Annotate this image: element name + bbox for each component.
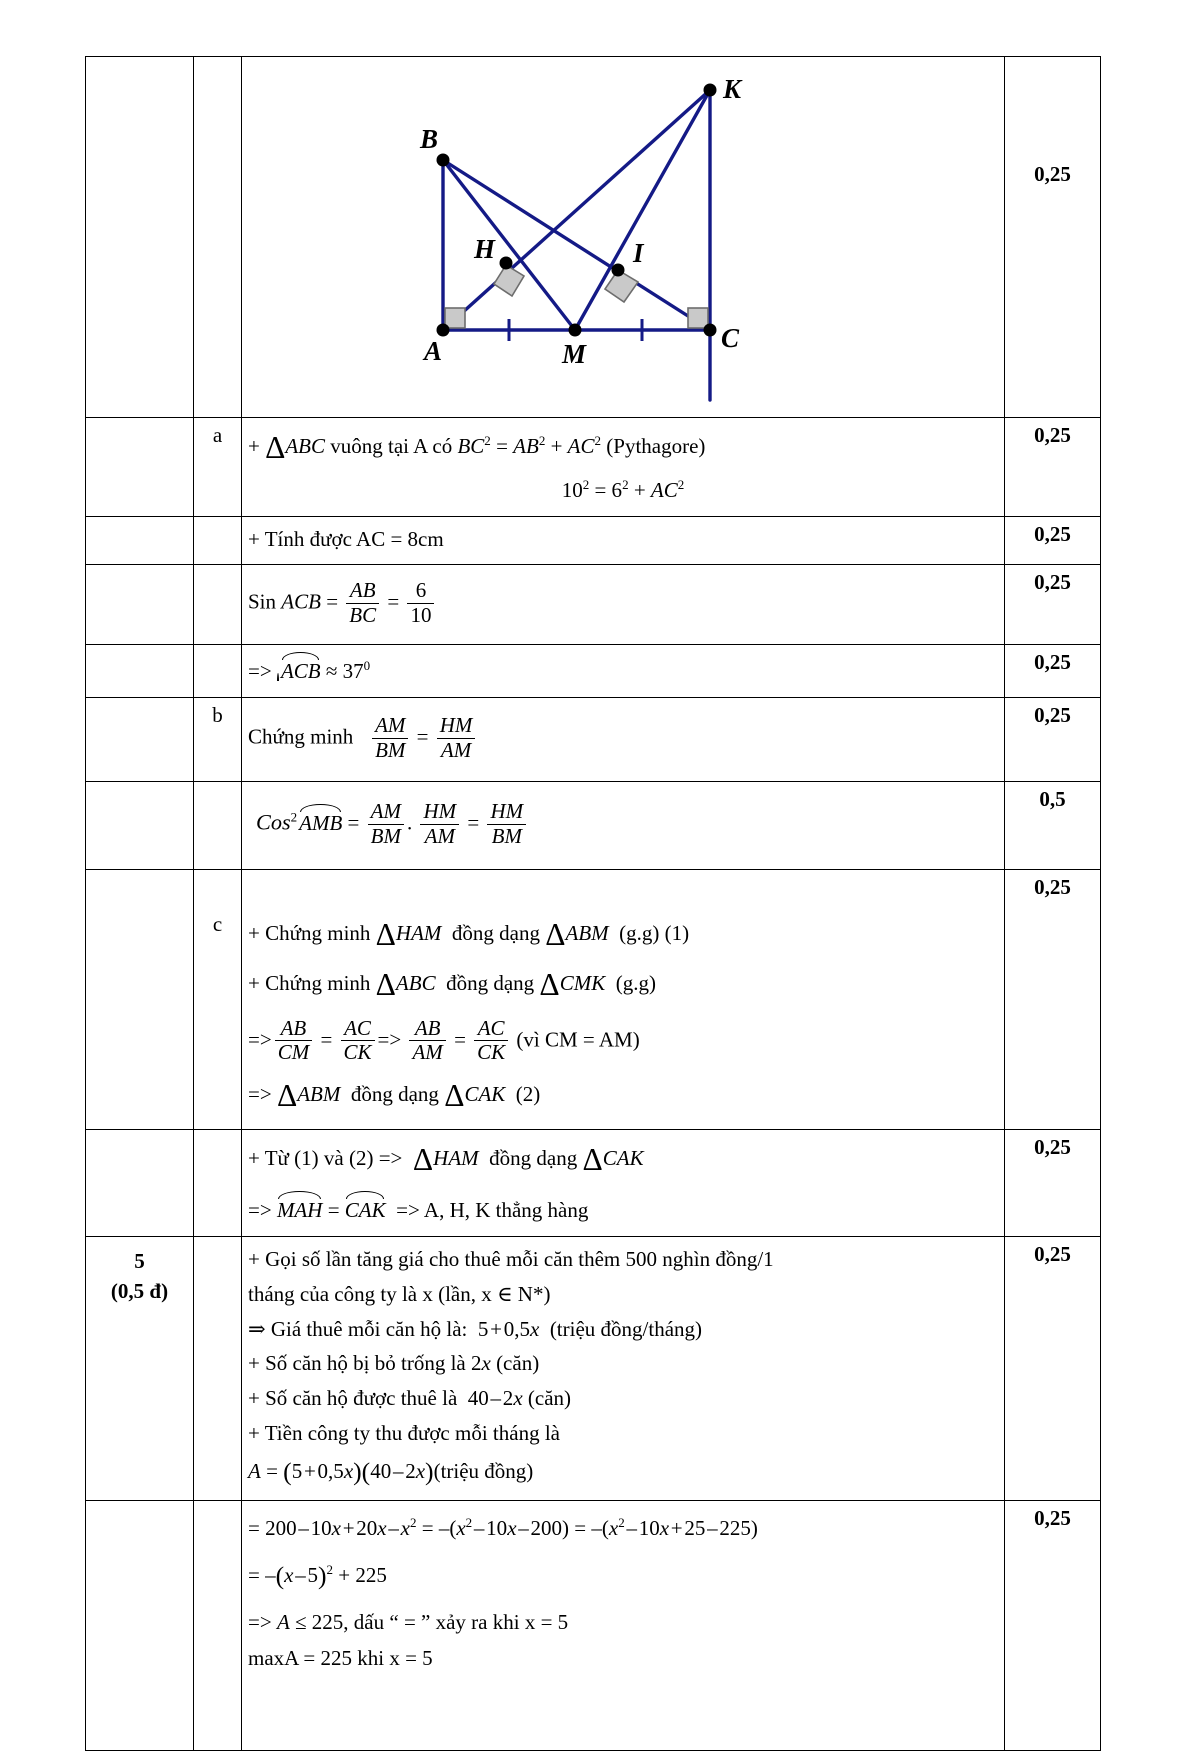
score-value: 0,25 bbox=[1034, 703, 1071, 728]
cell-figure bbox=[242, 57, 1005, 418]
cell-score bbox=[1005, 645, 1101, 698]
table-row bbox=[86, 645, 1101, 698]
cell-score bbox=[1005, 870, 1101, 1130]
table-row bbox=[86, 870, 1101, 1130]
solution-line: => $\frac{AB}{CM}$ = $\frac{AC}{CK}$ => $\frac{AB}{AM}$ = $\frac{AC}{CK}$ (vì CM = AM) bbox=[248, 1015, 640, 1065]
cell-problem-number bbox=[86, 57, 194, 418]
cell-score bbox=[1005, 418, 1101, 517]
solution-line: + ΔABC vuông tại A có $BC^2 = AB^2 + AC^2$ (Pythagore) bbox=[248, 430, 706, 465]
cell-solution-cos bbox=[242, 782, 1005, 870]
cell-solution-ac bbox=[242, 516, 1005, 565]
solution-line: + Từ (1) và (2) => ΔHAM đồng dạng ΔCAK bbox=[248, 1142, 644, 1178]
cell-solution-5b bbox=[242, 1501, 1005, 1751]
point-C bbox=[704, 324, 717, 337]
fraction-hm-am: $\frac{HM}{AM}$ bbox=[437, 714, 476, 762]
point-H bbox=[500, 257, 513, 270]
cell-solution-sin bbox=[242, 565, 1005, 645]
solution-line: + Số căn hộ bị bỏ trống là 2x (căn) bbox=[248, 1351, 540, 1376]
pythagore-note: (Pythagore) bbox=[606, 433, 706, 458]
solution-line: maxA = 225 khi x = 5 bbox=[248, 1646, 433, 1671]
cell-solution-c2 bbox=[242, 1130, 1005, 1237]
solution-line: + Gọi số lần tăng giá cho thuê mỗi căn thêm 500 nghìn đồng/1 bbox=[248, 1246, 774, 1271]
score-value: 0,25 bbox=[1034, 650, 1071, 675]
fraction-ac-ck: $\frac{AC}{CK}$ bbox=[341, 1017, 375, 1065]
score-value: 0,25 bbox=[1034, 570, 1071, 595]
cell-solution-5 bbox=[242, 1236, 1005, 1500]
cell-problem-number bbox=[86, 418, 194, 517]
solution-line: = 200 – 10x + 20x – $x^2 = -(x^2$ – 10x – $200) = -(x^2$ – 10x + 25 – 225) bbox=[248, 1515, 758, 1541]
solution-line: A = (5 + 0,5x)(40 – 2x)(triệu đồng) bbox=[248, 1456, 534, 1486]
cell-problem-number bbox=[86, 1130, 194, 1237]
triangle-cak: CAK bbox=[602, 1146, 644, 1171]
cell-part-label bbox=[194, 1236, 242, 1500]
score-value: 0,25 bbox=[1034, 162, 1071, 186]
cell-problem-number bbox=[86, 1236, 194, 1500]
fraction-hm-bm: $\frac{HM}{BM}$ bbox=[487, 800, 526, 848]
sin-label: Sin bbox=[248, 589, 277, 614]
cell-solution-acb bbox=[242, 645, 1005, 698]
cos-label: Cos bbox=[256, 809, 291, 835]
score-value: 0,25 bbox=[1034, 875, 1071, 900]
fraction-ac-ck2: $\frac{AC}{CK}$ bbox=[474, 1017, 508, 1065]
triangle-ham: HAM bbox=[395, 921, 442, 946]
cell-solution-a bbox=[242, 418, 1005, 517]
score-value: 0,25 bbox=[1034, 1506, 1071, 1531]
table-row bbox=[86, 57, 1101, 418]
text-fragment: vuông tại A có bbox=[325, 433, 458, 458]
solution-line: => MAH = CAK => A, H, K thẳng hàng bbox=[248, 1192, 998, 1226]
triangle-abc: ABC bbox=[285, 433, 326, 458]
triangle-abc: ABC bbox=[395, 970, 436, 995]
triangle-cmk: CMK bbox=[559, 970, 606, 995]
text-fragment: + Chứng minh bbox=[248, 921, 371, 946]
text-fragment: (g.g) bbox=[615, 970, 656, 995]
table-row bbox=[86, 565, 1101, 645]
cell-problem-number bbox=[86, 1501, 194, 1751]
fraction-6-10: $\frac{6}{10}$ bbox=[407, 579, 434, 627]
text-fragment: đồng dạng bbox=[451, 921, 540, 946]
cell-score bbox=[1005, 1501, 1101, 1751]
table-row bbox=[86, 516, 1101, 565]
point-K bbox=[704, 84, 717, 97]
right-angle-mark-H bbox=[494, 265, 524, 296]
score-value: 0,25 bbox=[1034, 423, 1071, 447]
cell-problem-number bbox=[86, 645, 194, 698]
fraction-am-bm: $\frac{AM}{BM}$ bbox=[372, 714, 408, 762]
figure-label-M: M bbox=[562, 339, 587, 369]
text-fragment: (triệu đồng) bbox=[433, 1458, 534, 1483]
cell-score bbox=[1005, 1130, 1101, 1237]
fraction-am-bm: $\frac{AM}{BM}$ bbox=[368, 800, 404, 848]
cell-solution-c bbox=[242, 870, 1005, 1130]
text-fragment: ⇒ Giá thuê mỗi căn hộ là: bbox=[248, 1316, 468, 1341]
solution-line: + Chứng minh ΔABC đồng dạng ΔCMK (g.g) bbox=[248, 966, 656, 1002]
table-row bbox=[86, 782, 1101, 870]
text-fragment: => A, H, K thẳng hàng bbox=[396, 1198, 589, 1223]
answer-key-table bbox=[85, 56, 1101, 1751]
figure-label-A: A bbox=[424, 336, 443, 366]
cell-problem-number bbox=[86, 782, 194, 870]
text-fragment: đồng dạng bbox=[446, 970, 535, 995]
solution-line: + Số căn hộ được thuê là 40 – 2x (căn) bbox=[248, 1386, 572, 1411]
score-value: 0,5 bbox=[1039, 787, 1066, 812]
triangle-ham: HAM bbox=[433, 1146, 479, 1171]
solution-line: $10^2 = 6^2 + AC^2$ bbox=[561, 476, 685, 502]
point-A bbox=[437, 324, 450, 337]
cell-score bbox=[1005, 565, 1101, 645]
table-row bbox=[86, 1501, 1101, 1751]
fraction-ab-bc: $\frac{AB}{BC}$ bbox=[346, 579, 379, 627]
solution-line: Chứng minh $\frac{AM}{BM}$ = $\frac{HM}{AM}$ bbox=[248, 714, 998, 762]
figure-label-K: K bbox=[723, 74, 742, 104]
cell-part-label bbox=[194, 1501, 242, 1751]
point-B bbox=[437, 154, 450, 167]
cell-part-label: b bbox=[194, 698, 242, 782]
angle-mah: MAH bbox=[276, 1198, 323, 1223]
table-row bbox=[86, 418, 1101, 517]
text-fragment: => bbox=[248, 1610, 272, 1635]
cell-part-label bbox=[194, 645, 242, 698]
figure-label-C: C bbox=[721, 323, 740, 353]
score-value: 0,25 bbox=[1034, 1241, 1071, 1266]
text-fragment: (2) bbox=[515, 1081, 541, 1106]
cell-part-label bbox=[194, 516, 242, 565]
text-fragment: (căn) bbox=[496, 1351, 540, 1376]
equals: = bbox=[327, 1198, 340, 1223]
right-angle-mark-A bbox=[445, 308, 465, 328]
solution-line: Sin ACB = $\frac{AB}{BC}$ = $\frac{6}{10}$ bbox=[248, 579, 998, 627]
fraction-ab-cm: $\frac{AB}{CM}$ bbox=[275, 1017, 313, 1065]
solution-line: + Tiền công ty thu được mỗi tháng là bbox=[248, 1421, 560, 1446]
plus-sign: + bbox=[248, 433, 266, 458]
text-fragment: + 225 bbox=[338, 1562, 387, 1587]
cell-score bbox=[1005, 57, 1101, 418]
solution-line: + Chứng minh ΔHAM đồng dạng ΔABM (g.g) (1) bbox=[248, 917, 690, 953]
cell-solution-b bbox=[242, 698, 1005, 782]
cell-score bbox=[1005, 516, 1101, 565]
fraction-hm-am: $\frac{HM}{AM}$ bbox=[420, 800, 459, 848]
cell-part-label bbox=[194, 57, 242, 418]
score-value: 0,25 bbox=[1034, 521, 1071, 546]
solution-line: Cos$^2$AMB = $\frac{AM}{BM}$ . $\frac{HM}{AM}$ = $\frac{HM}{BM}$ bbox=[256, 800, 998, 848]
cell-problem-number bbox=[86, 565, 194, 645]
text-fragment: đồng dạng bbox=[350, 1081, 439, 1106]
problem-number: 5 bbox=[134, 1248, 145, 1273]
solution-line: => ACB ≈ $37^0$ bbox=[248, 653, 998, 687]
figure-label-H: H bbox=[474, 234, 496, 264]
table-row bbox=[86, 1236, 1101, 1500]
score-value: 0,25 bbox=[1034, 1135, 1071, 1160]
solution-line: ⇒ Giá thuê mỗi căn hộ là: 5 + 0,5x (triệu đồng/tháng) bbox=[248, 1316, 703, 1341]
figure-label-I: I bbox=[633, 238, 644, 268]
text-fragment: , dấu “ = ” xảy ra khi x = 5 bbox=[343, 1610, 569, 1635]
solution-line: => A ≤ 225, dấu “ = ” xảy ra khi x = 5 bbox=[248, 1610, 569, 1635]
triangle-abm: ABM bbox=[297, 1081, 341, 1106]
cell-problem-number bbox=[86, 870, 194, 1130]
cell-part-label bbox=[194, 565, 242, 645]
cell-part-label: a bbox=[194, 418, 242, 517]
text-fragment: (g.g) (1) bbox=[619, 921, 690, 946]
triangle-abm: ABM bbox=[565, 921, 609, 946]
angle-amb: AMB bbox=[299, 810, 343, 835]
cell-problem-number bbox=[86, 698, 194, 782]
cell-part-label: c bbox=[194, 870, 242, 1130]
solution-line: = –(x – 5)$^2$ + 225 bbox=[248, 1561, 387, 1591]
text-fragment: + Số căn hộ bị bỏ trống là bbox=[248, 1351, 466, 1376]
cell-part-label bbox=[194, 1130, 242, 1237]
var-A: A bbox=[248, 1458, 261, 1483]
text-fragment: (triệu đồng/tháng) bbox=[549, 1316, 703, 1341]
angle-acb: ACB bbox=[281, 589, 321, 614]
cell-part-label bbox=[194, 782, 242, 870]
figure-label-B: B bbox=[420, 124, 439, 154]
cell-score bbox=[1005, 698, 1101, 782]
table-row bbox=[86, 698, 1101, 782]
angle-value: 37 bbox=[342, 659, 364, 684]
solution-line: tháng của công ty là x (lần, x ∈ N*) bbox=[248, 1281, 551, 1306]
geometry-figure bbox=[248, 60, 948, 408]
problem-points: (0,5 đ) bbox=[110, 1278, 169, 1303]
chung-minh-label: Chứng minh bbox=[248, 724, 354, 749]
text-fragment: + Từ (1) và (2) => bbox=[248, 1146, 403, 1171]
solution-line: + Tính được AC = 8cm bbox=[248, 526, 444, 551]
text-fragment: + Số căn hộ được thuê là bbox=[248, 1386, 458, 1411]
right-angle-mark-C bbox=[688, 308, 708, 328]
text-fragment: + Chứng minh bbox=[248, 970, 371, 995]
angle-cak: CAK bbox=[344, 1198, 386, 1223]
solution-line: => ΔABM đồng dạng ΔCAK (2) bbox=[248, 1077, 541, 1113]
cell-problem-number bbox=[86, 516, 194, 565]
point-M bbox=[569, 324, 582, 337]
triangle-cak: CAK bbox=[464, 1081, 506, 1106]
text-fragment: (vì CM = AM) bbox=[516, 1027, 640, 1052]
point-I bbox=[612, 264, 625, 277]
table-row bbox=[86, 1130, 1101, 1237]
text-fragment: đồng dạng bbox=[489, 1146, 578, 1171]
fraction-ab-am: $\frac{AB}{AM}$ bbox=[409, 1017, 445, 1065]
cell-score bbox=[1005, 1236, 1101, 1500]
text-fragment: (căn) bbox=[527, 1386, 572, 1411]
cell-score bbox=[1005, 782, 1101, 870]
